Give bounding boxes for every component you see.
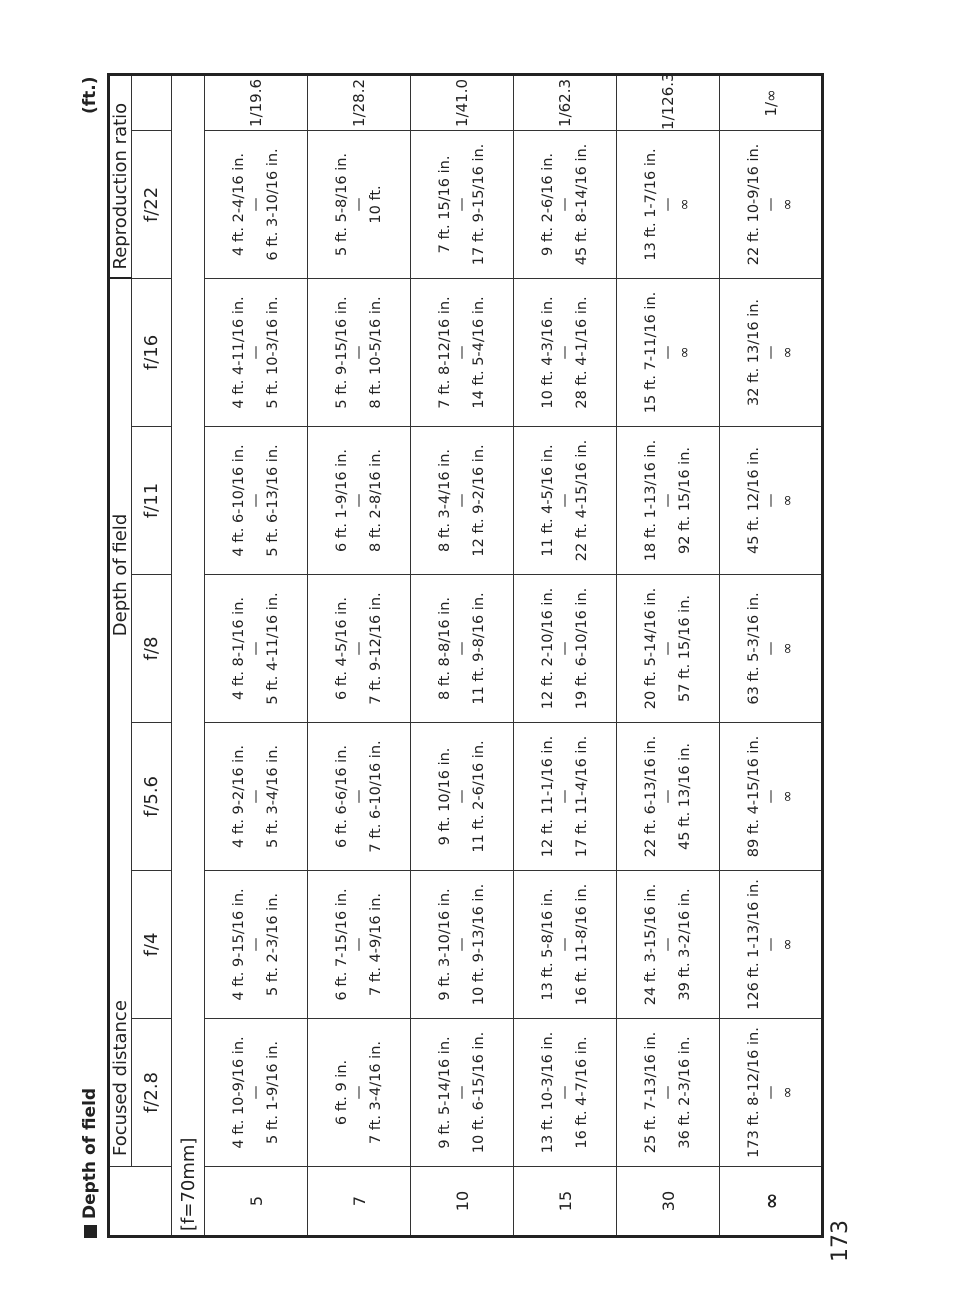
- table-row: [308, 74, 411, 1236]
- page-title-text: Depth of field: [80, 1087, 100, 1219]
- depth-of-field-cell: [514, 278, 617, 426]
- near-limit: 4 ft. 10-9/16 in.: [231, 1036, 247, 1149]
- focused-distance-cell: 15: [514, 1167, 617, 1237]
- far-limit: 8 ft. 10-5/16 in.: [368, 296, 384, 409]
- near-limit: 13 ft. 10-3/16 in.: [540, 1031, 556, 1154]
- near-limit: 10 ft. 4-3/16 in.: [540, 296, 556, 409]
- page-title: [80, 1088, 100, 1238]
- range-dash: —: [351, 345, 367, 360]
- depth-of-field-cell: [411, 427, 514, 575]
- range-dash: —: [351, 789, 367, 804]
- range-dash: —: [762, 937, 779, 952]
- header-reproduction-ratio: Reproduction ratio: [109, 74, 132, 278]
- far-limit: 5 ft. 1-9/16 in.: [265, 1040, 281, 1145]
- range-dash: —: [762, 197, 779, 212]
- reproduction-ratio-cell: 1/19.6: [205, 74, 308, 130]
- far-limit: 36 ft. 2-3/16 in.: [677, 1036, 693, 1149]
- far-limit: 6 ft. 3-10/16 in.: [265, 148, 281, 261]
- near-limit: 12 ft. 11-1/16 in.: [540, 735, 556, 858]
- far-limit: ∞: [779, 346, 796, 359]
- depth-of-field-cell: [411, 575, 514, 723]
- far-limit: 7 ft. 4-9/16 in.: [368, 892, 384, 997]
- near-limit: 9 ft. 5-14/16 in.: [437, 1036, 453, 1149]
- range-dash: —: [351, 937, 367, 952]
- title-square-icon: [84, 1225, 97, 1238]
- depth-of-field-cell: [308, 427, 411, 575]
- far-limit: 8 ft. 2-8/16 in.: [368, 448, 384, 553]
- range-dash: —: [248, 937, 264, 952]
- range-dash: —: [557, 641, 573, 656]
- depth-of-field-cell: [308, 723, 411, 871]
- range-dash: —: [557, 937, 573, 952]
- near-limit: 7 ft. 15/16 in.: [437, 155, 453, 254]
- range-dash: —: [762, 789, 779, 804]
- reproduction-ratio-cell: 1/126.3: [617, 74, 720, 130]
- near-limit: 6 ft. 7-15/16 in.: [334, 888, 350, 1001]
- range-dash: —: [557, 493, 573, 508]
- range-dash: —: [248, 345, 264, 360]
- range-dash: —: [454, 789, 470, 804]
- range-dash: —: [762, 1085, 779, 1100]
- far-limit: 10 ft. 6-15/16 in.: [471, 1031, 487, 1154]
- range-dash: —: [557, 197, 573, 212]
- far-limit: 12 ft. 9-2/16 in.: [471, 444, 487, 557]
- near-limit: 4 ft. 2-4/16 in.: [231, 152, 247, 256]
- far-limit: 17 ft. 11-4/16 in.: [574, 735, 590, 858]
- reproduction-ratio-cell: 1/41.0: [411, 74, 514, 130]
- ratio-header-spacer: [132, 74, 172, 130]
- range-dash: —: [660, 197, 676, 212]
- table-row: [514, 74, 617, 1236]
- depth-of-field-cell: [411, 871, 514, 1019]
- depth-of-field-cell: [205, 427, 308, 575]
- far-limit: ∞: [779, 642, 796, 655]
- range-dash: —: [660, 1085, 676, 1100]
- focused-distance-cell: 10: [411, 1167, 514, 1237]
- depth-of-field-cell: [720, 130, 823, 278]
- table-row: [720, 74, 823, 1236]
- depth-of-field-cell: [205, 723, 308, 871]
- far-limit: 7 ft. 9-12/16 in.: [368, 592, 384, 705]
- far-limit: 28 ft. 4-1/16 in.: [574, 296, 590, 409]
- near-limit: 8 ft. 8-8/16 in.: [437, 596, 453, 701]
- far-limit: ∞: [779, 494, 796, 507]
- far-limit: 14 ft. 5-4/16 in.: [471, 296, 487, 409]
- range-dash: —: [454, 345, 470, 360]
- depth-of-field-cell: [308, 575, 411, 723]
- depth-of-field-cell: [514, 723, 617, 871]
- range-dash: —: [557, 345, 573, 360]
- far-limit: 16 ft. 11-8/16 in.: [574, 883, 590, 1006]
- near-limit: 20 ft. 5-14/16 in.: [643, 587, 659, 710]
- depth-of-field-cell: [514, 871, 617, 1019]
- near-limit: 15 ft. 7-11/16 in.: [643, 291, 659, 414]
- depth-of-field-cell: [514, 427, 617, 575]
- reproduction-ratio-cell: 1/62.3: [514, 74, 617, 130]
- near-limit: 5 ft. 9-15/16 in.: [334, 296, 350, 409]
- range-dash: —: [557, 789, 573, 804]
- depth-of-field-cell: [617, 575, 720, 723]
- depth-of-field-cell: [514, 575, 617, 723]
- depth-of-field-cell: [617, 1019, 720, 1167]
- near-limit: 24 ft. 3-15/16 in.: [643, 883, 659, 1006]
- far-limit: 5 ft. 4-11/16 in.: [265, 592, 281, 705]
- depth-of-field-cell: [617, 723, 720, 871]
- depth-of-field-cell: [514, 1019, 617, 1167]
- aperture-header: f/2.8: [132, 1019, 172, 1167]
- depth-of-field-cell: [308, 871, 411, 1019]
- near-limit: 4 ft. 9-2/16 in.: [231, 744, 247, 849]
- near-limit: 12 ft. 2-10/16 in.: [540, 587, 556, 710]
- depth-of-field-cell: [205, 575, 308, 723]
- depth-of-field-cell: [205, 1019, 308, 1167]
- range-dash: —: [660, 937, 676, 952]
- near-limit: 9 ft. 10/16 in.: [437, 747, 453, 846]
- range-dash: —: [557, 1085, 573, 1100]
- aperture-header: f/22: [132, 130, 172, 278]
- header-corner: [109, 1167, 132, 1237]
- near-limit: 9 ft. 3-10/16 in.: [437, 888, 453, 1001]
- table-row: [411, 74, 514, 1236]
- range-dash: —: [351, 493, 367, 508]
- range-dash: —: [248, 1085, 264, 1100]
- far-limit: 10 ft. 9-13/16 in.: [471, 883, 487, 1006]
- far-limit: 7 ft. 6-10/16 in.: [368, 740, 384, 853]
- near-limit: 11 ft. 4-5/16 in.: [540, 444, 556, 557]
- header-depth-of-field: Depth of field: [109, 278, 132, 870]
- far-limit: 7 ft. 3-4/16 in.: [368, 1040, 384, 1145]
- depth-of-field-cell: [617, 871, 720, 1019]
- range-dash: —: [248, 493, 264, 508]
- depth-of-field-cell: [617, 427, 720, 575]
- focal-length-label: [f=70mm]: [172, 74, 205, 1236]
- table-row: [205, 74, 308, 1236]
- focused-distance-cell: 30: [617, 1167, 720, 1237]
- range-dash: —: [454, 1085, 470, 1100]
- far-limit: 5 ft. 3-4/16 in.: [265, 744, 281, 849]
- far-limit: 92 ft. 15/16 in.: [677, 446, 693, 555]
- focal-length-row: [172, 74, 205, 1236]
- reproduction-ratio-cell: 1/∞: [720, 74, 823, 130]
- aperture-header: f/16: [132, 278, 172, 426]
- far-limit: 22 ft. 4-15/16 in.: [574, 439, 590, 562]
- unit-label: (ft.): [80, 76, 100, 114]
- far-limit: 5 ft. 2-3/16 in.: [265, 892, 281, 997]
- range-dash: —: [762, 345, 779, 360]
- focused-distance-cell: 5: [205, 1167, 308, 1237]
- range-dash: —: [248, 197, 264, 212]
- near-limit: 45 ft. 12/16 in.: [745, 446, 762, 555]
- far-limit: 17 ft. 9-15/16 in.: [471, 143, 487, 266]
- range-dash: —: [454, 937, 470, 952]
- aperture-header: f/8: [132, 575, 172, 723]
- range-dash: —: [351, 641, 367, 656]
- near-limit: 9 ft. 2-6/16 in.: [540, 152, 556, 256]
- depth-of-field-cell: [720, 723, 823, 871]
- far-limit: ∞: [779, 790, 796, 803]
- depth-of-field-cell: [308, 278, 411, 426]
- range-dash: —: [762, 493, 779, 508]
- aperture-header: f/11: [132, 427, 172, 575]
- near-limit: 4 ft. 9-15/16 in.: [231, 888, 247, 1001]
- far-limit: 45 ft. 8-14/16 in.: [574, 143, 590, 266]
- depth-of-field-cell: [205, 871, 308, 1019]
- near-limit: 6 ft. 6-6/16 in.: [334, 744, 350, 849]
- near-limit: 22 ft. 10-9/16 in.: [745, 143, 762, 266]
- near-limit: 18 ft. 1-13/16 in.: [643, 439, 659, 562]
- focused-distance-cell: 7: [308, 1167, 411, 1237]
- depth-of-field-cell: [720, 278, 823, 426]
- range-dash: —: [660, 641, 676, 656]
- depth-of-field-cell: [411, 130, 514, 278]
- near-limit: 6 ft. 1-9/16 in.: [334, 448, 350, 553]
- range-dash: —: [454, 493, 470, 508]
- depth-of-field-cell: [308, 130, 411, 278]
- near-limit: 32 ft. 13/16 in.: [745, 298, 762, 407]
- near-limit: 13 ft. 5-8/16 in.: [540, 888, 556, 1001]
- far-limit: 45 ft. 13/16 in.: [677, 742, 693, 851]
- depth-of-field-cell: [411, 278, 514, 426]
- table-row: [617, 74, 720, 1236]
- aperture-header: f/4: [132, 871, 172, 1019]
- far-limit: 11 ft. 9-8/16 in.: [471, 592, 487, 705]
- far-limit: 16 ft. 4-7/16 in.: [574, 1036, 590, 1149]
- reproduction-ratio-cell: 1/28.2: [308, 74, 411, 130]
- far-limit: 5 ft. 10-3/16 in.: [265, 296, 281, 409]
- near-limit: 13 ft. 1-7/16 in.: [643, 148, 659, 261]
- far-limit: ∞: [779, 938, 796, 951]
- header-corner-2: [132, 1167, 172, 1237]
- depth-of-field-cell: [720, 427, 823, 575]
- range-dash: —: [351, 1085, 367, 1100]
- near-limit: 5 ft. 5-8/16 in.: [334, 152, 350, 256]
- near-limit: 25 ft. 7-13/16 in.: [643, 1031, 659, 1154]
- depth-of-field-cell: [411, 723, 514, 871]
- far-limit: 19 ft. 6-10/16 in.: [574, 587, 590, 710]
- far-limit: 11 ft. 2-6/16 in.: [471, 740, 487, 853]
- range-dash: —: [660, 493, 676, 508]
- far-limit: ∞: [677, 346, 693, 359]
- range-dash: —: [248, 641, 264, 656]
- range-dash: —: [660, 345, 676, 360]
- range-dash: —: [351, 197, 367, 212]
- near-limit: 22 ft. 6-13/16 in.: [643, 735, 659, 858]
- range-dash: —: [762, 641, 779, 656]
- depth-of-field-cell: [617, 278, 720, 426]
- header-row-apertures: [132, 74, 172, 1236]
- near-limit: 63 ft. 5-3/16 in.: [745, 592, 762, 705]
- far-limit: ∞: [779, 1086, 796, 1099]
- focused-distance-cell: ∞: [720, 1167, 823, 1237]
- depth-of-field-cell: [205, 130, 308, 278]
- range-dash: —: [454, 197, 470, 212]
- range-dash: —: [248, 789, 264, 804]
- table-body: [205, 74, 823, 1236]
- depth-of-field-table: [107, 73, 824, 1238]
- near-limit: 4 ft. 4-11/16 in.: [231, 296, 247, 409]
- near-limit: 8 ft. 3-4/16 in.: [437, 448, 453, 553]
- near-limit: 126 ft. 1-13/16 in.: [745, 879, 762, 1010]
- far-limit: ∞: [779, 198, 796, 211]
- depth-of-field-cell: [308, 1019, 411, 1167]
- header-focused-distance: Focused distance: [109, 871, 132, 1167]
- page-number: 173: [828, 1220, 853, 1262]
- depth-of-field-cell: [514, 130, 617, 278]
- near-limit: 4 ft. 8-1/16 in.: [231, 596, 247, 701]
- depth-of-field-cell: [617, 130, 720, 278]
- far-limit: 57 ft. 15/16 in.: [677, 594, 693, 703]
- near-limit: 4 ft. 6-10/16 in.: [231, 444, 247, 557]
- near-limit: 7 ft. 8-12/16 in.: [437, 296, 453, 409]
- depth-of-field-cell: [720, 575, 823, 723]
- far-limit: ∞: [677, 198, 693, 211]
- aperture-header: f/5.6: [132, 723, 172, 871]
- far-limit: 39 ft. 3-2/16 in.: [677, 888, 693, 1001]
- depth-of-field-cell: [720, 871, 823, 1019]
- header-row-groups: [109, 74, 132, 1236]
- range-dash: —: [454, 641, 470, 656]
- far-limit: 10 ft.: [368, 185, 384, 224]
- near-limit: 173 ft. 8-12/16 in.: [745, 1027, 762, 1158]
- near-limit: 6 ft. 9 in.: [334, 1059, 350, 1126]
- depth-of-field-cell: [205, 278, 308, 426]
- depth-of-field-cell: [411, 1019, 514, 1167]
- near-limit: 89 ft. 4-15/16 in.: [745, 735, 762, 858]
- range-dash: —: [660, 789, 676, 804]
- far-limit: 5 ft. 6-13/16 in.: [265, 444, 281, 557]
- near-limit: 6 ft. 4-5/16 in.: [334, 596, 350, 701]
- depth-of-field-cell: [720, 1019, 823, 1167]
